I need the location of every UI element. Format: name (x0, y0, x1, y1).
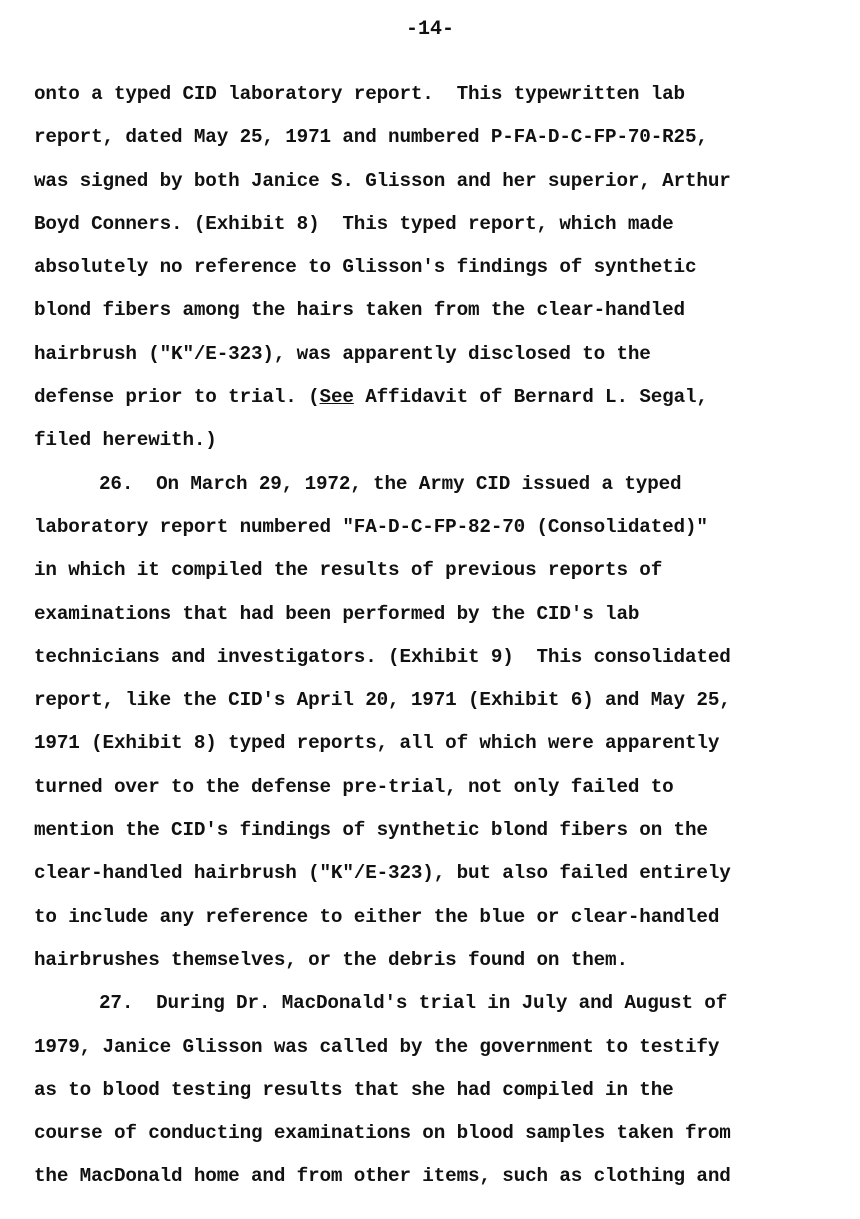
text-line: report, like the CID's April 20, 1971 (Exhibit 6) and May 25, (34, 689, 731, 712)
text-line: mention the CID's findings of synthetic blond fibers on the (34, 819, 708, 842)
text-line: onto a typed CID laboratory report. This typewritten lab (34, 83, 685, 105)
paragraph-first-line: 27. During Dr. MacDonald's trial in July and August of (99, 992, 728, 1015)
page-number: -14- (405, 18, 454, 41)
paragraph-continuation (34, 73, 834, 463)
text-line: as to blood testing results that she had compiled in the (34, 1078, 674, 1101)
paragraph-first-line: 26. On March 29, 1972, the Army CID issued a typed (99, 472, 682, 495)
text-line: 1979, Janice Glisson was called by the government to testify (34, 1035, 720, 1058)
text-line: filed herewith.) (34, 429, 217, 452)
text-line: laboratory report numbered "FA-D-C-FP-82-70 (Consolidated)" (34, 515, 708, 538)
text-line: hairbrushes themselves, or the debris found on them. (34, 948, 628, 971)
text-line: was signed by both Janice S. Glisson and her superior, Arthur (34, 169, 731, 192)
citation-text: Affidavit of Bernard L. Segal, (353, 386, 708, 409)
document-body (34, 73, 834, 1199)
text-line: 1971 (Exhibit 8) typed reports, all of which were apparently (34, 732, 720, 755)
text-line: blond fibers among the hairs taken from the clear-handled (34, 299, 685, 322)
see-signal: See (319, 386, 354, 409)
text-line-citation (34, 376, 834, 419)
text-line: examinations that had been performed by the CID's lab (34, 602, 640, 625)
text-line: technicians and investigators. (Exhibit 9) This consolidated (34, 645, 731, 668)
text-line: clear-handled hairbrush ("K"/E-323), but also failed entirely (34, 862, 731, 885)
text-line: report, dated May 25, 1971 and numbered P-FA-D-C-FP-70-R25, (34, 126, 708, 149)
text-line: to include any reference to either the blue or clear-handled (34, 905, 720, 928)
paragraph-27 (34, 982, 834, 1198)
text-line: course of conducting examinations on blood samples taken from (34, 1122, 731, 1145)
text-line: turned over to the defense pre-trial, not only failed to (34, 775, 674, 798)
text-line: absolutely no reference to Glisson's findings of synthetic (34, 256, 697, 279)
text-line: Boyd Conners. (Exhibit 8) This typed report, which made (34, 212, 674, 235)
text-line: hairbrush ("K"/E-323), was apparently disclosed to the (34, 342, 651, 365)
text-line: the MacDonald home and from other items, such as clothing and (34, 1165, 731, 1188)
citation-prefix: defense prior to trial. ( (34, 386, 320, 409)
paragraph-26 (34, 463, 834, 983)
text-line: in which it compiled the results of previous reports of (34, 559, 663, 582)
